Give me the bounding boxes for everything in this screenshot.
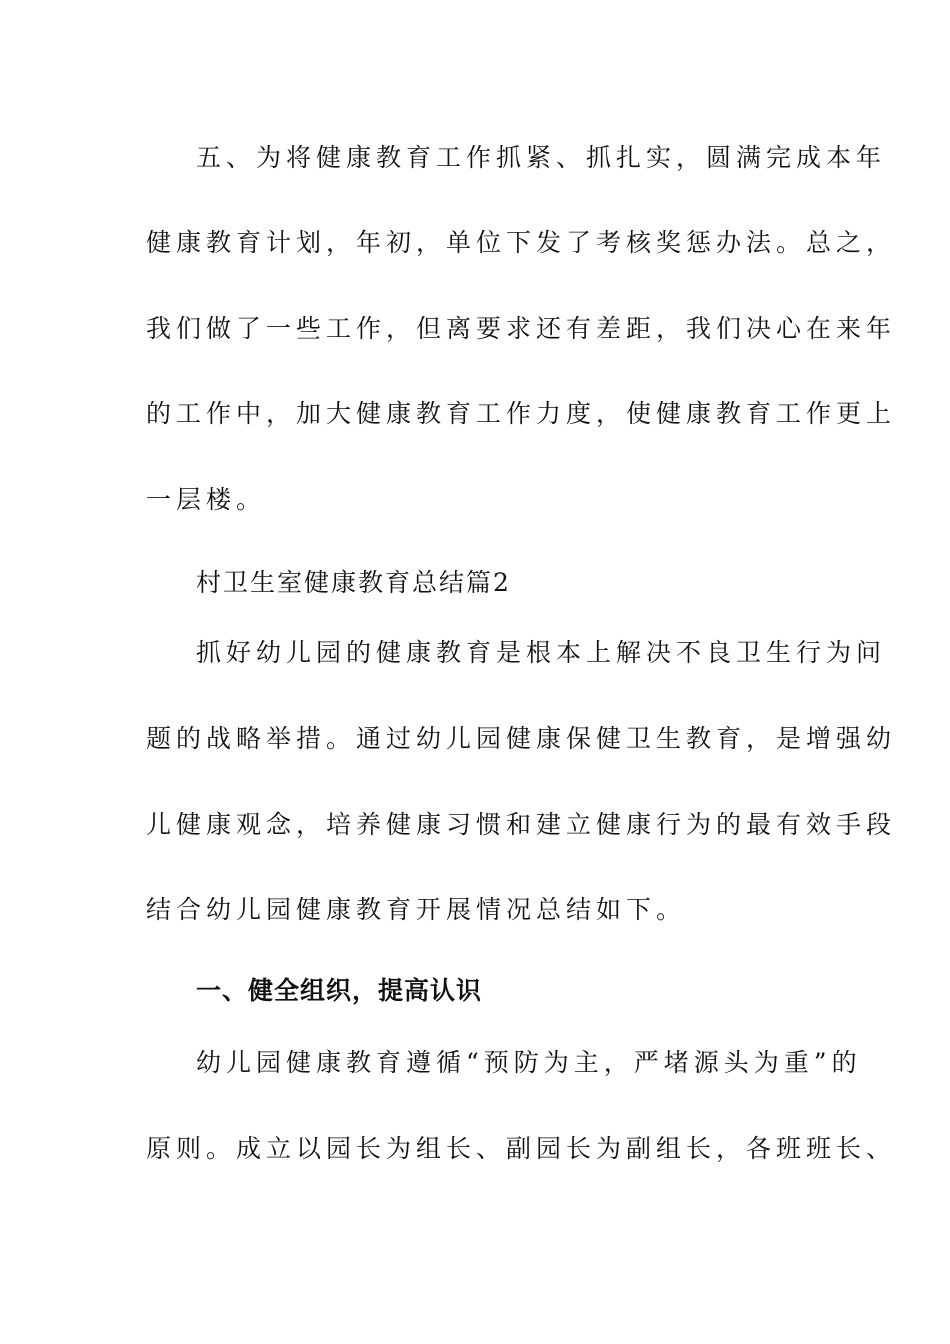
paragraph-2-line-1: 抓好幼儿园的健康教育是根本上解决不良卫生行为问 <box>196 638 887 667</box>
paragraph-3-line-1: 幼儿园健康教育遵循“预防为主，严堵源头为重”的 <box>196 1048 862 1077</box>
paragraph-2-line-4: 结合幼儿园健康教育开展情况总结如下。 <box>146 895 687 924</box>
paragraph-2-line-3: 儿健康观念，培养健康习惯和建立健康行为的最有效手段 <box>146 810 897 839</box>
paragraph-1-line-1: 五、为将健康教育工作抓紧、抓扎实，圆满完成本年 <box>196 143 887 172</box>
paragraph-1-line-5: 一层楼。 <box>146 485 267 514</box>
paragraph-2-line-2: 题的战略举措。通过幼儿园健康保健卫生教育，是增强幼 <box>146 724 897 753</box>
heading-1: 一、健全组织，提高认识 <box>196 976 483 1005</box>
paragraph-3-line-2: 原则。成立以园长为组长、副园长为副组长，各班班长、 <box>146 1134 897 1163</box>
section-title: 村卫生室健康教育总结篇2 <box>196 568 511 597</box>
paragraph-1-line-2: 健康教育计划，年初，单位下发了考核奖惩办法。总之， <box>146 228 897 257</box>
paragraph-1-line-3: 我们做了一些工作，但离要求还有差距，我们决心在来年 <box>146 314 897 343</box>
paragraph-1-line-4: 的工作中，加大健康教育工作力度，使健康教育工作更上 <box>146 399 897 428</box>
